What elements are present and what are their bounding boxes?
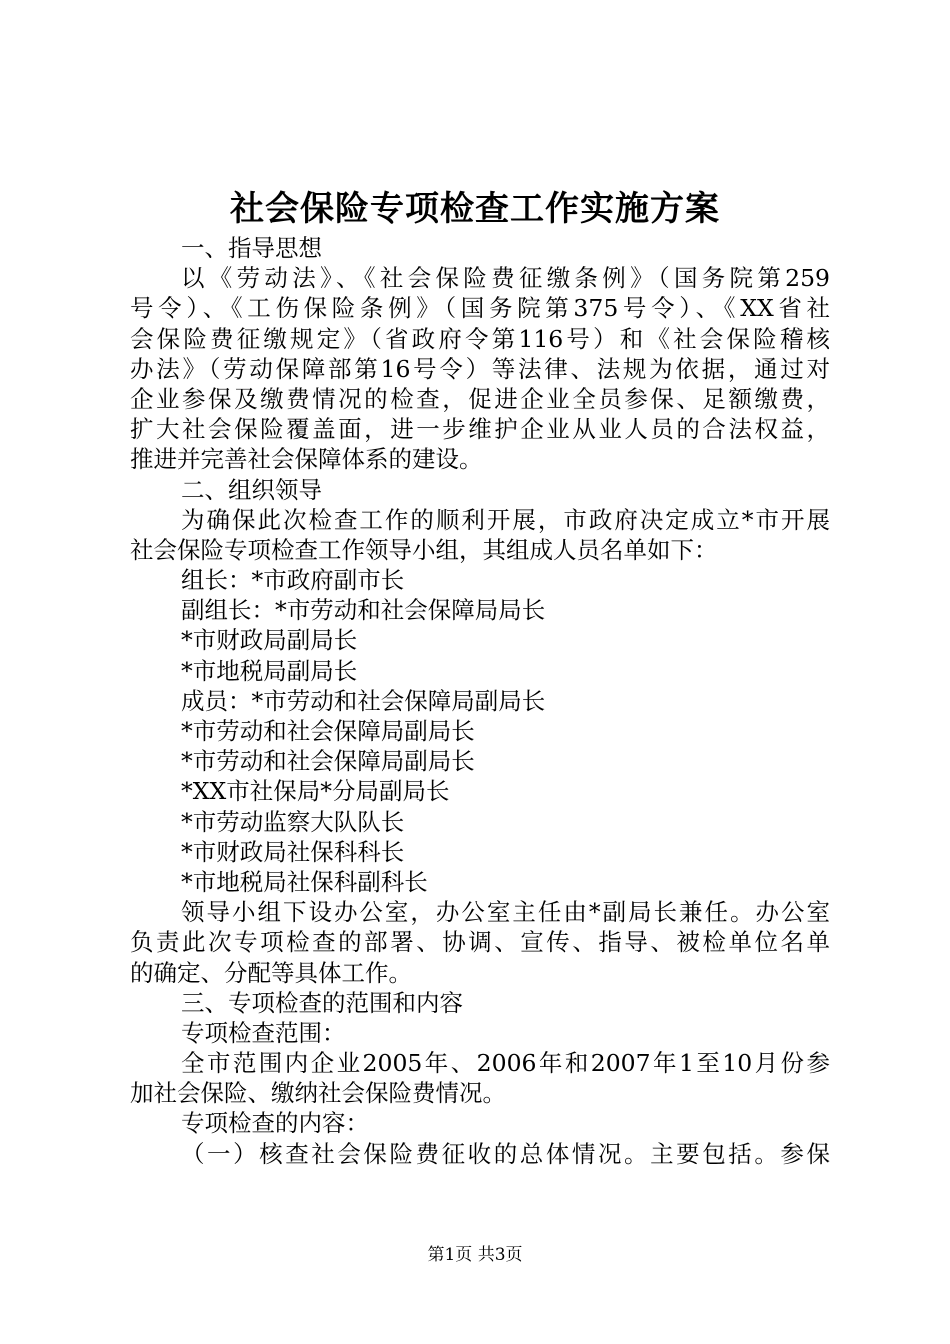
paragraph-line: 加社会保险、缴纳社会保险费情况。: [130, 1079, 506, 1108]
paragraph-line: （一）核查社会保险费征收的总体情况。主要包括。参保: [181, 1139, 830, 1168]
paragraph-line: 社会保险专项检查工作领导小组，其组成人员名单如下：: [130, 535, 718, 564]
paragraph-line: 以《劳动法》、《社会保险费征缴条例》（国务院第259: [181, 264, 830, 293]
section-heading: 一、指导思想: [181, 234, 322, 262]
document-title: 社会保险专项检查工作实施方案: [230, 189, 720, 229]
member-line: 组长：*市政府副市长: [181, 566, 405, 595]
paragraph-line: 扩大社会保险覆盖面，进一步维护企业从业人员的合法权益，: [130, 415, 830, 444]
member-line: *市财政局副局长: [181, 626, 358, 655]
paragraph-line: 办法》（劳动保障部第16号令）等法律、法规为依据，通过对: [130, 354, 830, 383]
paragraph-line: 号令）、《工伤保险条例》（国务院第375号令）、《XX省社: [130, 294, 830, 323]
paragraph-line: 全市范围内企业2005年、2006年和2007年1至10月份参: [181, 1049, 830, 1078]
member-line: *市财政局社保科科长: [181, 837, 405, 866]
paragraph-line: 企业参保及缴费情况的检查，促进企业全员参保、足额缴费，: [130, 384, 830, 413]
section-heading: 三、专项检查的范围和内容: [181, 988, 463, 1017]
member-line: *XX市社保局*分局副局长: [181, 777, 450, 806]
member-line: *市劳动和社会保障局副局长: [181, 747, 475, 776]
subheading: 专项检查的内容：: [181, 1109, 369, 1138]
paragraph-line: 为确保此次检查工作的顺利开展，市政府决定成立*市开展: [181, 505, 830, 534]
paragraph-line: 的确定、分配等具体工作。: [130, 958, 412, 987]
member-line: 副组长：*市劳动和社会保障局局长: [181, 596, 546, 625]
paragraph-line: 负责此次专项检查的部署、协调、宣传、指导、被检单位名单: [130, 928, 830, 957]
member-line: *市劳动和社会保障局副局长: [181, 717, 475, 745]
subheading: 专项检查范围：: [181, 1018, 346, 1047]
paragraph-line: 推进并完善社会保障体系的建设。: [130, 445, 483, 474]
member-line: *市地税局副局长: [181, 656, 358, 685]
member-line: *市劳动监察大队队长: [181, 807, 405, 836]
page-footer: 第1页 共3页: [427, 1245, 523, 1265]
paragraph-line: 领导小组下设办公室，办公室主任由*副局长兼任。办公室: [181, 898, 830, 927]
section-heading: 二、组织领导: [181, 475, 322, 504]
member-line: *市地税局社保科副科长: [181, 867, 428, 896]
document-body: [130, 233, 830, 1169]
member-line: 成员：*市劳动和社会保障局副局长: [181, 686, 546, 715]
paragraph-line: 会保险费征缴规定》（省政府令第116号）和《社会保险稽核: [130, 324, 830, 353]
